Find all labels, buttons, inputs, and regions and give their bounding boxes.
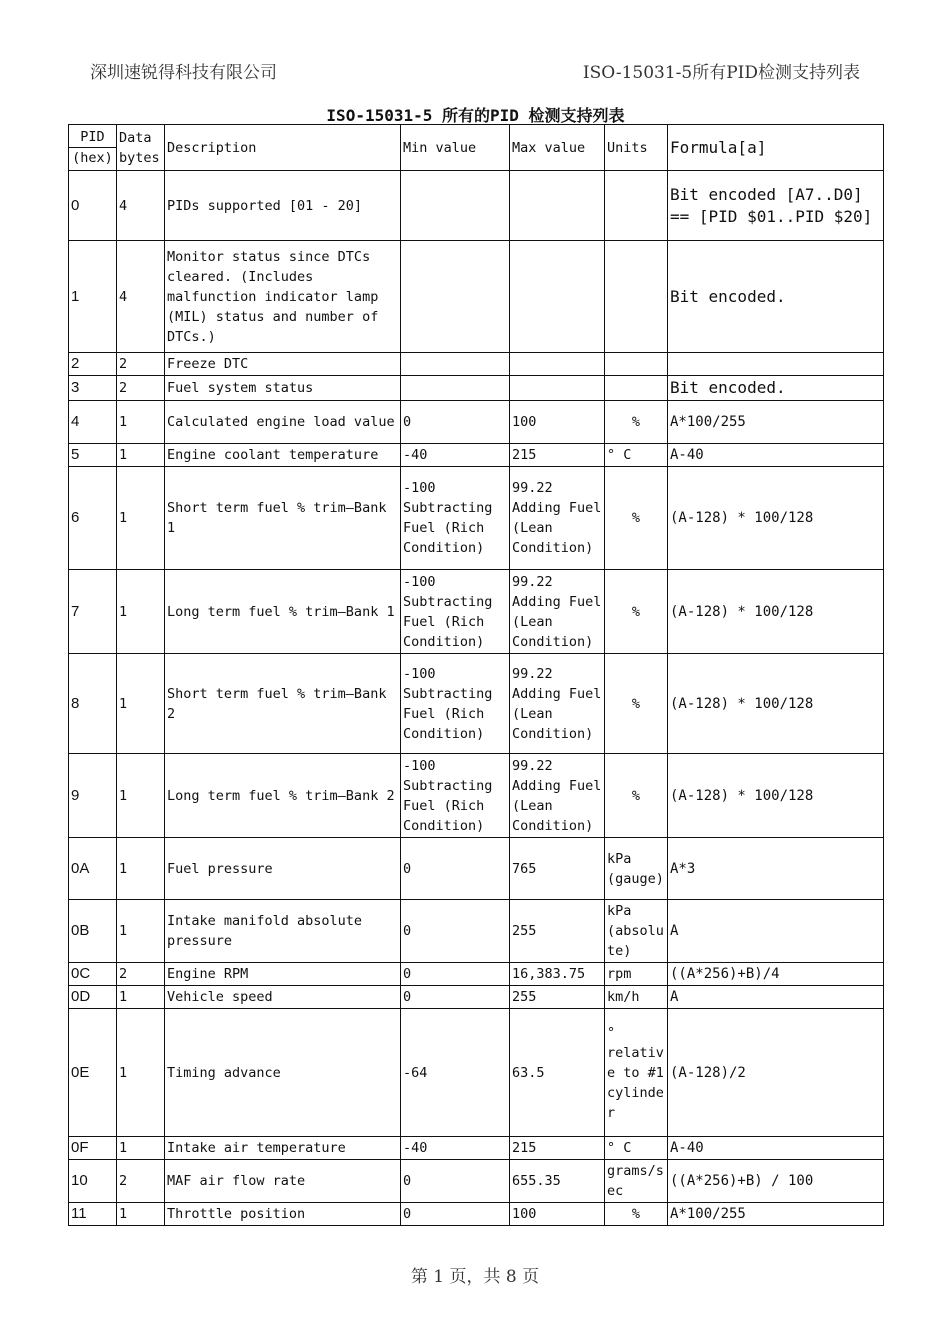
cell-units [605, 353, 668, 376]
cell-max: 99.22 Adding Fuel (Lean Condition) [510, 570, 605, 654]
cell-min: 0 [401, 986, 510, 1009]
cell-pid: 0E [69, 1009, 117, 1137]
header-pid [69, 125, 117, 171]
cell-min: -100 Subtracting Fuel (Rich Condition) [401, 467, 510, 570]
cell-description: Engine RPM [165, 963, 401, 986]
cell-max: 99.22 Adding Fuel (Lean Condition) [510, 754, 605, 838]
cell-bytes: 1 [117, 444, 165, 467]
cell-min: 0 [401, 1160, 510, 1203]
cell-bytes: 1 [117, 838, 165, 900]
header-pid-label: PID [69, 127, 116, 148]
table-row [69, 570, 884, 654]
cell-units: % [605, 1203, 668, 1226]
cell-bytes: 1 [117, 1137, 165, 1160]
table-row [69, 444, 884, 467]
cell-pid: 11 [69, 1203, 117, 1226]
cell-description: Short term fuel % trim—Bank 2 [165, 654, 401, 754]
cell-units: % [605, 467, 668, 570]
cell-bytes: 1 [117, 754, 165, 838]
table-row [69, 353, 884, 376]
cell-bytes: 4 [117, 171, 165, 241]
cell-min [401, 171, 510, 241]
cell-bytes: 1 [117, 401, 165, 444]
cell-pid: 5 [69, 444, 117, 467]
cell-max: 100 [510, 1203, 605, 1226]
table-row [69, 1009, 884, 1137]
cell-bytes: 1 [117, 900, 165, 963]
cell-max: 63.5 [510, 1009, 605, 1137]
cell-description: Calculated engine load value [165, 401, 401, 444]
cell-description: Monitor status since DTCs cleared. (Includes malfunction indicator lamp (MIL) status and number of DTCs.) [165, 241, 401, 353]
cell-max: 100 [510, 401, 605, 444]
cell-min: -100 Subtracting Fuel (Rich Condition) [401, 754, 510, 838]
cell-pid: 0B [69, 900, 117, 963]
table-title: ISO-15031-5 所有的PID 检测支持列表 [326, 106, 625, 125]
cell-min: 0 [401, 963, 510, 986]
cell-pid: 0C [69, 963, 117, 986]
cell-bytes: 1 [117, 654, 165, 754]
cell-formula: (A-128) * 100/128 [668, 570, 884, 654]
cell-max [510, 171, 605, 241]
cell-units: grams/sec [605, 1160, 668, 1203]
cell-min [401, 241, 510, 353]
cell-formula: A*100/255 [668, 401, 884, 444]
header-doc-title: ISO-15031-5所有PID检测支持列表 [582, 63, 860, 83]
cell-min: 0 [401, 900, 510, 963]
cell-min: -64 [401, 1009, 510, 1137]
cell-pid: 1 [69, 241, 117, 353]
cell-max: 255 [510, 986, 605, 1009]
cell-units [605, 171, 668, 241]
cell-formula: A*100/255 [668, 1203, 884, 1226]
cell-formula: A-40 [668, 444, 884, 467]
header-min: Min value [401, 125, 510, 171]
cell-bytes: 2 [117, 963, 165, 986]
table-row [69, 467, 884, 570]
cell-units: % [605, 401, 668, 444]
page-footer: 第 1 页，共 8 页 [410, 1267, 540, 1287]
cell-description: Timing advance [165, 1009, 401, 1137]
cell-bytes: 4 [117, 241, 165, 353]
cell-formula: (A-128)/2 [668, 1009, 884, 1137]
cell-formula: Bit encoded. [668, 241, 884, 353]
table-row [69, 754, 884, 838]
cell-description: Throttle position [165, 1203, 401, 1226]
cell-pid: 8 [69, 654, 117, 754]
cell-units: rpm [605, 963, 668, 986]
cell-formula: A*3 [668, 838, 884, 900]
table-row [69, 1160, 884, 1203]
cell-max: 16,383.75 [510, 963, 605, 986]
cell-pid: 2 [69, 353, 117, 376]
cell-pid: 3 [69, 376, 117, 401]
cell-formula: A [668, 900, 884, 963]
cell-formula: A [668, 986, 884, 1009]
cell-description: Intake manifold absolute pressure [165, 900, 401, 963]
header-description: Description [165, 125, 401, 171]
header-formula: Formula[a] [668, 125, 884, 171]
table-row [69, 654, 884, 754]
table-row [69, 1137, 884, 1160]
table-row [69, 241, 884, 353]
table-row [69, 838, 884, 900]
cell-pid: 4 [69, 401, 117, 444]
cell-description: Intake air temperature [165, 1137, 401, 1160]
table-row [69, 376, 884, 401]
cell-pid: 0A [69, 838, 117, 900]
cell-pid: 0D [69, 986, 117, 1009]
cell-description: PIDs supported [01 - 20] [165, 171, 401, 241]
cell-description: Vehicle speed [165, 986, 401, 1009]
cell-max: 765 [510, 838, 605, 900]
header-units: Units [605, 125, 668, 171]
cell-description: Fuel system status [165, 376, 401, 401]
cell-bytes: 1 [117, 570, 165, 654]
cell-max: 255 [510, 900, 605, 963]
cell-units: % [605, 570, 668, 654]
pid-table [68, 124, 884, 1226]
cell-min: -100 Subtracting Fuel (Rich Condition) [401, 570, 510, 654]
cell-formula: (A-128) * 100/128 [668, 754, 884, 838]
cell-max: 215 [510, 1137, 605, 1160]
cell-units: ° C [605, 444, 668, 467]
header-max: Max value [510, 125, 605, 171]
header-pid-hex: (hex) [72, 150, 113, 166]
header-bytes: Data bytes [117, 125, 165, 171]
cell-units: % [605, 654, 668, 754]
cell-pid: 9 [69, 754, 117, 838]
cell-units: ° C [605, 1137, 668, 1160]
cell-pid: 10 [69, 1160, 117, 1203]
cell-units: kPa (gauge) [605, 838, 668, 900]
cell-max: 99.22 Adding Fuel (Lean Condition) [510, 467, 605, 570]
table-row [69, 900, 884, 963]
table-row [69, 401, 884, 444]
cell-bytes: 1 [117, 986, 165, 1009]
cell-pid: 0F [69, 1137, 117, 1160]
cell-max [510, 376, 605, 401]
cell-min: -40 [401, 1137, 510, 1160]
cell-bytes: 1 [117, 1009, 165, 1137]
cell-formula: (A-128) * 100/128 [668, 654, 884, 754]
cell-pid: 7 [69, 570, 117, 654]
cell-description: Fuel pressure [165, 838, 401, 900]
table-row [69, 986, 884, 1009]
header-company: 深圳速锐得科技有限公司 [90, 63, 277, 83]
cell-bytes: 2 [117, 353, 165, 376]
cell-min: -100 Subtracting Fuel (Rich Condition) [401, 654, 510, 754]
cell-description: Long term fuel % trim—Bank 1 [165, 570, 401, 654]
cell-pid: 0 [69, 171, 117, 241]
cell-formula: A-40 [668, 1137, 884, 1160]
cell-min: 0 [401, 1203, 510, 1226]
cell-units [605, 376, 668, 401]
cell-bytes: 2 [117, 1160, 165, 1203]
cell-bytes: 1 [117, 1203, 165, 1226]
cell-units: ° relative to #1 cylinder [605, 1009, 668, 1137]
table-header-row [69, 125, 884, 171]
table-row [69, 1203, 884, 1226]
cell-units: km/h [605, 986, 668, 1009]
cell-min [401, 353, 510, 376]
cell-max: 215 [510, 444, 605, 467]
cell-max [510, 241, 605, 353]
cell-description: Freeze DTC [165, 353, 401, 376]
cell-formula: Bit encoded [A7..D0] == [PID $01..PID $20] [668, 171, 884, 241]
cell-pid: 6 [69, 467, 117, 570]
cell-min: 0 [401, 401, 510, 444]
cell-units [605, 241, 668, 353]
cell-max [510, 353, 605, 376]
cell-description: Short term fuel % trim—Bank 1 [165, 467, 401, 570]
cell-max: 99.22 Adding Fuel (Lean Condition) [510, 654, 605, 754]
cell-units: kPa (absolute) [605, 900, 668, 963]
cell-description: MAF air flow rate [165, 1160, 401, 1203]
cell-description: Long term fuel % trim—Bank 2 [165, 754, 401, 838]
cell-min: -40 [401, 444, 510, 467]
cell-bytes: 2 [117, 376, 165, 401]
table-row [69, 171, 884, 241]
table-row [69, 963, 884, 986]
cell-units: % [605, 754, 668, 838]
cell-min: 0 [401, 838, 510, 900]
cell-formula: ((A*256)+B) / 100 [668, 1160, 884, 1203]
cell-bytes: 1 [117, 467, 165, 570]
cell-min [401, 376, 510, 401]
cell-formula [668, 353, 884, 376]
cell-formula: (A-128) * 100/128 [668, 467, 884, 570]
cell-formula: Bit encoded. [668, 376, 884, 401]
cell-max: 655.35 [510, 1160, 605, 1203]
cell-formula: ((A*256)+B)/4 [668, 963, 884, 986]
cell-description: Engine coolant temperature [165, 444, 401, 467]
